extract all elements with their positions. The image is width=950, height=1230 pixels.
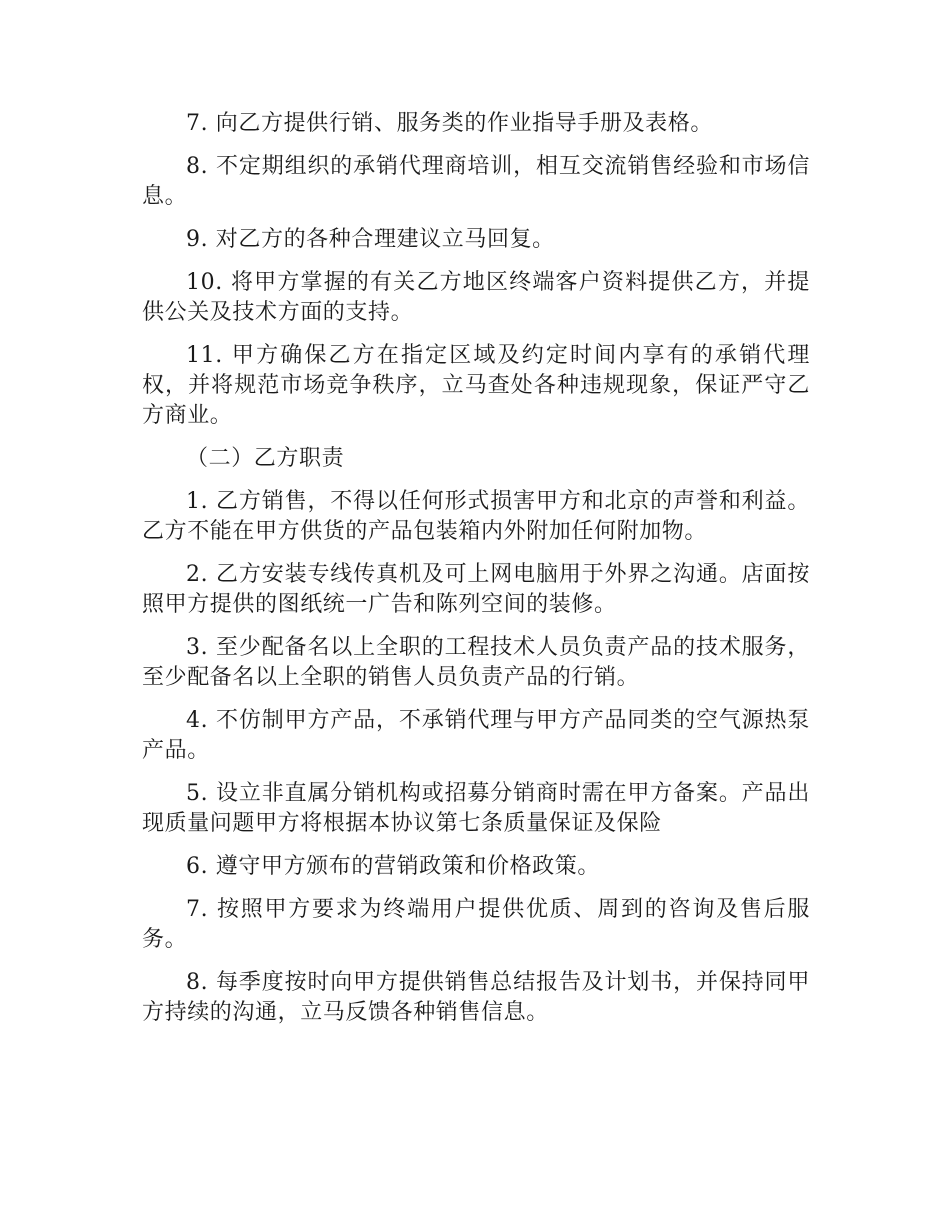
paragraph-item-8-training: 8. 不定期组织的承销代理商培训，相互交流销售经验和市场信息。	[142, 154, 810, 209]
paragraph-b-item-2-equipment: 2. 乙方安装专线传真机及可上网电脑用于外界之沟通。店面按照甲方提供的图纸统一广告和陈列空间的装修。	[142, 562, 810, 617]
paragraph-item-9-reply-suggestions: 9. 对乙方的各种合理建议立马回复。	[186, 227, 555, 252]
paragraph-b-item-1-reputation: 1. 乙方销售，不得以任何形式损害甲方和北京的声誉和利益。乙方不能在甲方供货的产品包装箱内外附加任何附加物。	[142, 489, 810, 544]
paragraph-b-item-7-service: 7. 按照甲方要求为终端用户提供优质、周到的咨询及售后服务。	[142, 897, 810, 952]
paragraph-item-11-agency-rights: 11. 甲方确保乙方在指定区域及约定时间内享有的承销代理权，并将规范市场竞争秩序，立马查处各种违规现象，保证严守乙方商业。	[142, 343, 810, 428]
paragraph-b-item-8-reporting: 8. 每季度按时向甲方提供销售总结报告及计划书，并保持同甲方持续的沟通，立马反馈各种销售信息。	[142, 970, 810, 1025]
paragraph-b-item-6-policies: 6. 遵守甲方颁布的营销政策和价格政策。	[186, 854, 600, 879]
document-body	[142, 109, 810, 1041]
paragraph-item-10-customer-data: 10. 将甲方掌握的有关乙方地区终端客户资料提供乙方，并提供公关及技术方面的支持。	[142, 270, 810, 325]
section-heading-party-b-duties: （二）乙方职责	[186, 446, 345, 471]
paragraph-item-7-provide-manuals: 7. 向乙方提供行销、服务类的作业指导手册及表格。	[186, 111, 713, 136]
paragraph-b-item-3-staffing: 3. 至少配备名以上全职的工程技术人员负责产品的技术服务，至少配备名以上全职的销售人员负责产品的行销。	[142, 635, 810, 690]
paragraph-b-item-5-distribution: 5. 设立非直属分销机构或招募分销商时需在甲方备案。产品出现质量问题甲方将根据本协议第七条质量保证及保险	[142, 781, 810, 836]
paragraph-b-item-4-no-imitation: 4. 不仿制甲方产品，不承销代理与甲方产品同类的空气源热泵产品。	[142, 708, 810, 763]
